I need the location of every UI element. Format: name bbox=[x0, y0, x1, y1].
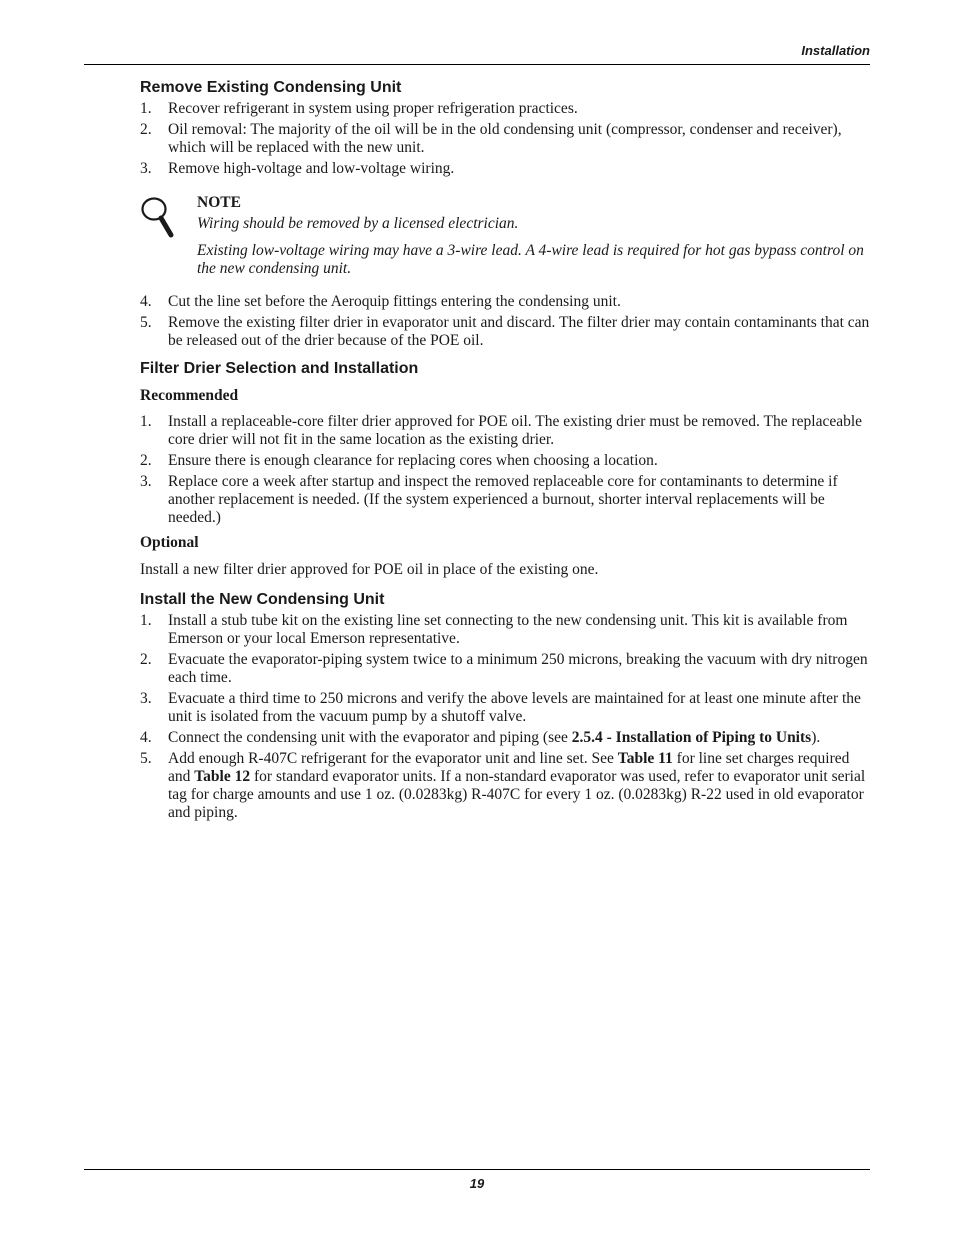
list-item bbox=[140, 651, 870, 687]
install-steps-list bbox=[140, 612, 870, 822]
remove-steps-list-continued bbox=[140, 293, 870, 350]
page-number: 19 bbox=[469, 1176, 485, 1191]
list-text: Evacuate the evaporator-piping system twice to a minimum 250 microns, breaking the vacuum with dry nitrogen each time. bbox=[168, 651, 868, 686]
table-12-reference[interactable]: Table 12 bbox=[194, 768, 251, 785]
section-heading-filter: Filter Drier Selection and Installation bbox=[140, 360, 419, 377]
list-text: Remove the existing filter drier in evaporator unit and discard. The filter drier may contain contaminants that can be released out of the drier because of the POE oil. bbox=[168, 314, 870, 349]
cross-reference-link[interactable]: 2.5.4 - Installation of Piping to Units bbox=[571, 729, 812, 746]
list-item bbox=[140, 293, 870, 311]
list-item bbox=[140, 750, 870, 822]
header-rule bbox=[84, 64, 870, 65]
remove-steps-list bbox=[140, 100, 870, 178]
list-item bbox=[140, 160, 870, 178]
section-heading-install: Install the New Condensing Unit bbox=[140, 591, 385, 608]
list-text: Install a replaceable-core filter drier approved for POE oil. The existing drier must be removed. The replaceable core drier will not fit in the same location as the existing drier. bbox=[168, 413, 863, 448]
list-number: 2. bbox=[140, 452, 152, 469]
list-number: 3. bbox=[140, 690, 152, 707]
list-item bbox=[140, 121, 870, 157]
list-text: Cut the line set before the Aeroquip fittings entering the condensing unit. bbox=[168, 293, 621, 310]
list-number: 1. bbox=[140, 612, 152, 629]
list-number: 5. bbox=[140, 314, 152, 331]
table-11-reference[interactable]: Table 11 bbox=[617, 750, 673, 767]
magnifying-glass-icon bbox=[140, 196, 174, 238]
list-text-post: for standard evaporator units. If a non-standard evaporator was used, refer to evaporator unit serial tag for charge amounts and use 1 oz. (0.0283kg) R-407C for every 1 oz. (0.0283kg) R-22 used in old evaporator and piping. bbox=[168, 768, 866, 821]
list-item bbox=[140, 452, 870, 470]
list-number: 3. bbox=[140, 473, 152, 490]
note-box bbox=[140, 194, 870, 278]
list-text: Install a stub tube kit on the existing line set connecting to the new condensing unit. This kit is available from Emerson or your local Emerson representative. bbox=[168, 612, 848, 647]
list-number: 5. bbox=[140, 750, 152, 767]
list-text-mid: for line set charges required and bbox=[168, 750, 850, 785]
section-heading-remove: Remove Existing Condensing Unit bbox=[140, 79, 402, 96]
list-number: 4. bbox=[140, 293, 152, 310]
subheading-optional: Optional bbox=[140, 534, 199, 551]
list-text: Oil removal: The majority of the oil will be in the old condensing unit (compressor, condenser and receiver), which will be replaced with the new unit. bbox=[168, 121, 842, 156]
list-item bbox=[140, 413, 870, 449]
list-number: 2. bbox=[140, 651, 152, 668]
list-text-pre: Add enough R-407C refrigerant for the evaporator unit and line set. See bbox=[168, 750, 618, 767]
list-number: 1. bbox=[140, 100, 152, 117]
list-number: 3. bbox=[140, 160, 152, 177]
subheading-recommended: Recommended bbox=[140, 387, 239, 404]
list-item bbox=[140, 100, 870, 118]
list-text: Replace core a week after startup and inspect the removed replaceable core for contaminants to determine if another replacement is needed. (If the system experienced a burnout, shorter interval replacements will be needed.) bbox=[168, 473, 838, 526]
recommended-steps-list bbox=[140, 413, 870, 527]
list-text: Remove high-voltage and low-voltage wiring. bbox=[168, 160, 455, 177]
list-number: 2. bbox=[140, 121, 152, 138]
optional-paragraph: Install a new filter drier approved for POE oil in place of the existing one. bbox=[140, 561, 599, 578]
footer-rule bbox=[84, 1169, 870, 1170]
note-text-line1: Wiring should be removed by a licensed electrician. bbox=[197, 215, 519, 232]
list-text: Evacuate a third time to 250 microns and verify the above levels are maintained for at least one minute after the unit is isolated from the vacuum pump by a shutoff valve. bbox=[168, 690, 861, 725]
list-item bbox=[140, 473, 870, 527]
note-title: NOTE bbox=[197, 194, 241, 211]
list-text: Recover refrigerant in system using proper refrigeration practices. bbox=[168, 100, 578, 117]
list-number: 1. bbox=[140, 413, 152, 430]
list-item bbox=[140, 690, 870, 726]
page-content bbox=[140, 78, 870, 825]
list-item bbox=[140, 314, 870, 350]
note-text-line2: Existing low-voltage wiring may have a 3-wire lead. A 4-wire lead is required for hot gas bypass control on the new condensing unit. bbox=[197, 242, 864, 277]
running-header: Installation bbox=[801, 43, 870, 58]
list-text: Ensure there is enough clearance for replacing cores when choosing a location. bbox=[168, 452, 658, 469]
list-text-pre: Connect the condensing unit with the evaporator and piping (see bbox=[168, 729, 572, 746]
list-number: 4. bbox=[140, 729, 152, 746]
list-item bbox=[140, 612, 870, 648]
list-item bbox=[140, 729, 870, 747]
list-text-post: ). bbox=[811, 729, 821, 746]
